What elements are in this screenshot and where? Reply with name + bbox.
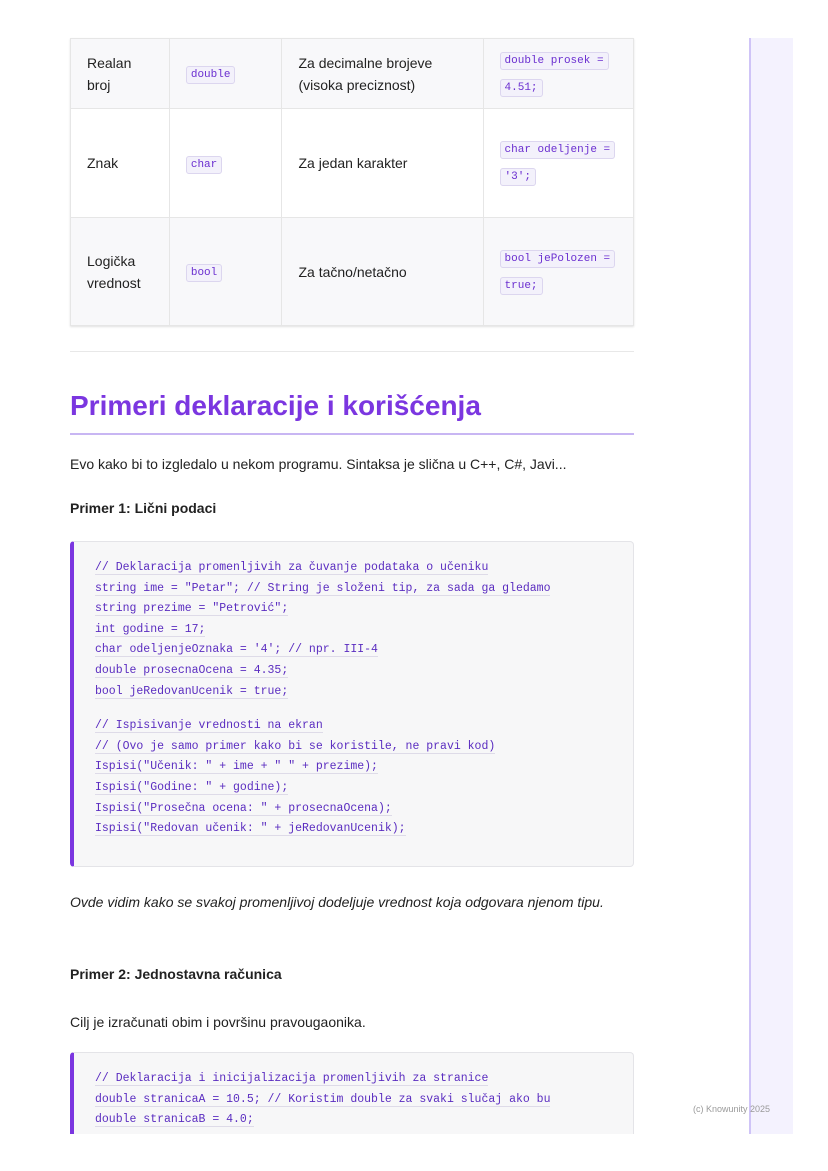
code-block-example2 [70,1052,634,1134]
type-description-cell: Za decimalne brojeve (visoka preciznost) [282,39,483,109]
code-line: Ispisi("Prosečna ocena: " + prosecnaOcena); [95,801,392,815]
type-name-cell: Znak [71,109,170,218]
code-line: // Ispisivanje vrednosti na ekran [95,719,323,733]
section-heading: Primeri deklaracije i korišćenja [70,390,481,421]
copyright-note: (c) Knowunity 2025 [693,1104,771,1114]
intro-paragraph: Evo kako bi to izgledalo u nekom programu. Sintaksa je slična u C++, C#, Javi... [70,456,567,472]
type-example-code: char odeljenje = '3'; [500,141,616,186]
code-line: int godine = 17; [95,622,206,636]
code-line: double stranicaB = 4.0; [95,1113,254,1127]
code-lines [95,558,550,840]
type-description-cell: Za jedan karakter [282,109,483,218]
type-example-code: double prosek = 4.51; [500,52,609,97]
table-row [71,109,634,218]
code-line: double prosecnaOcena = 4.35; [95,663,289,677]
type-keyword: double [186,66,236,84]
code-line: // (Ovo je samo primer kako bi se koristile, ne pravi kod) [95,739,496,753]
data-types-table [70,38,634,326]
type-keyword: bool [186,264,222,282]
type-example-code: bool jePolozen = true; [500,250,616,295]
code-line: char odeljenjeOznaka = '4'; // npr. III-4 [95,643,378,657]
right-sidebar-panel [749,38,793,1134]
table-row [71,39,634,109]
code-line: // Deklaracija i inicijalizacija promenljivih za stranice [95,1072,489,1085]
code-line-blank [95,702,550,716]
code-line: Ispisi("Godine: " + godine); [95,780,289,794]
code-line: // Deklaracija promenljivih za čuvanje podataka o učeniku [95,561,489,574]
type-name-cell: Logička vrednost [71,218,170,326]
code-block-example1 [70,541,634,867]
example2-title: Primer 2: Jednostavna računica [70,966,282,982]
code-line: bool jeRedovanUcenik = true; [95,684,289,698]
code-line: string prezime = "Petrović"; [95,602,289,616]
code-line: Ispisi("Učenik: " + ime + " " + prezime); [95,760,378,774]
table-row [71,218,634,326]
type-description-cell: Za tačno/netačno [282,218,483,326]
example1-title: Primer 1: Lični podaci [70,500,217,516]
code-line: Ispisi("Redovan učenik: " + jeRedovanUcenik); [95,822,406,836]
code-line: string ime = "Petar"; // String je složeni tip, za sada ga gledamo [95,581,551,595]
heading-underline [70,433,634,435]
code-lines [95,1069,550,1131]
example2-goal: Cilj je izračunati obim i površinu pravougaonika. [70,1014,366,1030]
section-divider [70,351,634,352]
type-name-cell: Realan broj [71,39,170,109]
example1-note: Ovde vidim kako se svakoj promenljivoj dodeljuje vrednost koja odgovara njenom tipu. [70,894,604,910]
code-line: double stranicaA = 10.5; // Koristim double za svaki slučaj ako bu [95,1092,551,1106]
type-keyword: char [186,156,222,174]
